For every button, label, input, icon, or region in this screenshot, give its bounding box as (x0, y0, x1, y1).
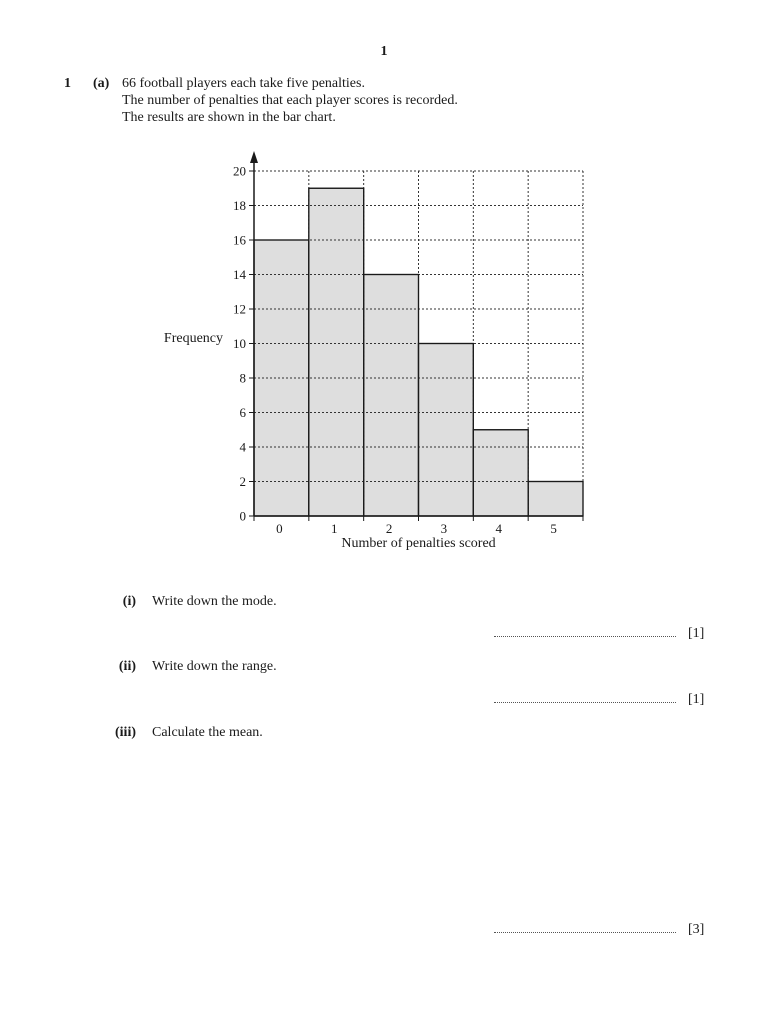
y-tick-label: 20 (233, 163, 246, 179)
x-tick-label: 1 (331, 521, 338, 536)
x-tick-label: 0 (276, 521, 283, 536)
answer-line[interactable] (494, 922, 704, 938)
question-number: 1 (64, 76, 71, 91)
subquestion-text: Write down the range. (152, 659, 277, 674)
bar (309, 188, 364, 516)
intro-line: The number of penalties that each player scores is recorded. (122, 93, 458, 108)
bar (528, 482, 583, 517)
y-tick-label: 10 (233, 336, 246, 351)
y-tick-label: 16 (233, 232, 246, 248)
marks-label: [1] (688, 626, 705, 641)
x-tick-label: 3 (440, 521, 448, 536)
subquestion-label: (i) (122, 594, 136, 609)
x-axis-label: Number of penalties scored (341, 536, 496, 551)
y-tick-label: 4 (239, 439, 246, 455)
subquestion-label: (ii) (118, 659, 136, 674)
answer-dots (494, 692, 676, 703)
marks-label: [3] (688, 922, 705, 937)
y-axis-label: Frequency (163, 331, 223, 346)
bar (364, 275, 419, 517)
y-tick-label: 2 (239, 474, 246, 489)
answer-dots (494, 626, 676, 637)
subquestion-label: (iii) (115, 725, 136, 740)
answer-dots (494, 922, 676, 933)
bar (473, 430, 528, 516)
y-tick-label: 0 (239, 508, 246, 524)
intro-line: 66 football players each take five penalties. (122, 76, 365, 91)
question-part: (a) (93, 76, 110, 91)
answer-line[interactable] (494, 626, 704, 642)
y-axis-arrow (250, 151, 258, 163)
bar (419, 344, 474, 517)
y-tick-label: 8 (239, 370, 246, 386)
x-tick-label: 4 (495, 521, 502, 536)
x-tick-label: 5 (550, 521, 557, 536)
y-tick-label: 6 (239, 405, 246, 420)
intro-line: The results are shown in the bar chart. (122, 110, 336, 125)
subquestion-text: Calculate the mean. (152, 725, 263, 740)
y-tick-label: 18 (233, 198, 246, 213)
y-tick-label: 12 (233, 301, 246, 317)
x-tick-label: 2 (385, 521, 393, 536)
page-number: 1 (380, 44, 388, 59)
marks-label: [1] (688, 692, 705, 707)
subquestion-text: Write down the mode. (152, 594, 277, 609)
y-tick-label: 14 (233, 267, 246, 282)
answer-line[interactable] (494, 692, 704, 708)
